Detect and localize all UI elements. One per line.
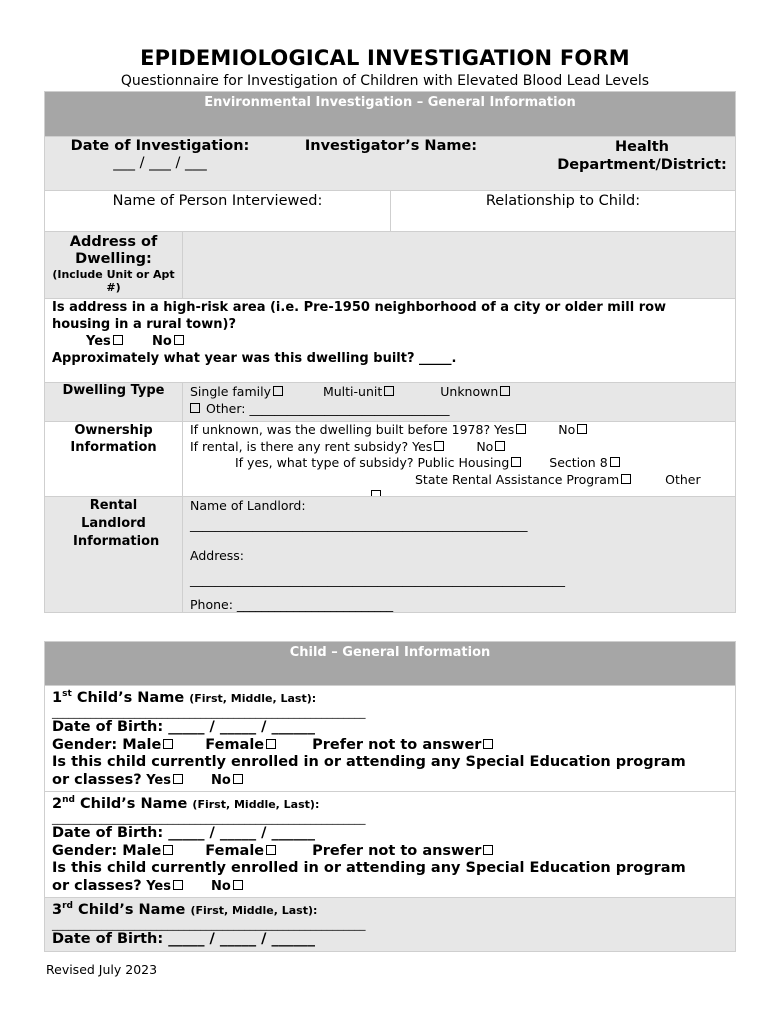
address-input-cell[interactable] — [183, 232, 735, 298]
high-risk-yes-label: Yes — [86, 334, 111, 349]
child-table — [44, 641, 736, 952]
child-1-dob[interactable]: Date of Birth: _____ / _____ / ______ — [52, 719, 316, 736]
child-1-male-checkbox[interactable] — [163, 739, 173, 749]
dwelling-unknown-checkbox[interactable] — [500, 386, 510, 396]
child-2-classes: or classes? Yes No — [52, 878, 732, 896]
child-1-block — [45, 685, 735, 791]
built-before-1978-label: If unknown, was the dwelling built before 1978? Yes — [190, 422, 515, 437]
high-risk-answers — [52, 333, 727, 350]
dwelling-single-label: Single family — [190, 384, 271, 399]
child-1-gender: Gender: Male Female Prefer not to answer — [52, 737, 732, 755]
revised-date: Revised July 2023 — [46, 962, 158, 977]
subsidy-other-label: Other — [665, 471, 701, 487]
dwelling-type-options — [190, 383, 730, 421]
child-1-name-field[interactable]: _________________________________________________________ — [52, 706, 366, 720]
address-note: (Include Unit or Apt #) — [52, 268, 175, 294]
rent-subsidy-no-label: No — [476, 438, 494, 454]
public-housing-checkbox[interactable] — [511, 457, 521, 467]
state-rental-label: State Rental Assistance Program — [415, 471, 620, 487]
child-1-special-ed: Is this child currently enrolled in or attending any Special Education program — [52, 754, 686, 771]
child-2-yes-checkbox[interactable] — [173, 880, 183, 890]
interview-row — [45, 190, 735, 231]
investigator-name-label: Investigator’s Name: — [304, 138, 478, 154]
dwelling-multi-checkbox[interactable] — [384, 386, 394, 396]
high-risk-cell — [52, 299, 727, 382]
child-3-name-field[interactable]: _________________________________________________________ — [52, 918, 366, 932]
child-1-yes-checkbox[interactable] — [173, 774, 183, 784]
child-2-no-checkbox[interactable] — [233, 880, 243, 890]
environmental-section-header: Environmental Investigation – General Information — [45, 92, 735, 136]
year-built-question[interactable]: Approximately what year was this dwelling built? _____. — [52, 351, 457, 366]
child-3-block — [45, 897, 735, 951]
child-2-dob[interactable]: Date of Birth: _____ / _____ / ______ — [52, 825, 316, 842]
child-3-name-label: 3rd Child’s Name (First, Middle, Last): — [52, 901, 318, 918]
landlord-row — [45, 496, 735, 612]
child-1-no-checkbox[interactable] — [233, 774, 243, 784]
dwelling-type-label: Dwelling Type — [45, 383, 183, 421]
form-title: EPIDEMIOLOGICAL INVESTIGATION FORM — [140, 46, 630, 70]
dwelling-single-checkbox[interactable] — [273, 386, 283, 396]
child-2-prefer-checkbox[interactable] — [483, 845, 493, 855]
child-2-name-label: 2nd Child’s Name (First, Middle, Last): — [52, 795, 320, 812]
relationship-label: Relationship to Child: — [485, 193, 641, 209]
child-1-classes: or classes? Yes No — [52, 772, 732, 790]
landlord-label: Rental Landlord Information — [45, 497, 183, 612]
environmental-table — [44, 91, 736, 613]
child-2-male-checkbox[interactable] — [163, 845, 173, 855]
landlord-phone-field[interactable]: Phone: _________________________ — [190, 597, 394, 612]
rent-subsidy-yes-checkbox[interactable] — [434, 441, 444, 451]
date-of-investigation-label: Date of Investigation: — [70, 138, 250, 154]
landlord-name-label: Name of Landlord: — [190, 498, 306, 513]
date-of-investigation-blank: ___ / ___ / ___ — [113, 155, 207, 171]
child-1-name-label: 1st Child’s Name (First, Middle, Last): — [52, 689, 317, 706]
dwelling-multi-label: Multi-unit — [322, 384, 383, 399]
high-risk-no-checkbox[interactable] — [174, 335, 184, 345]
investigator-name-cell[interactable] — [275, 137, 507, 190]
child-section-header: Child – General Information — [45, 642, 735, 685]
address-label: Address of Dwelling: — [69, 234, 158, 267]
dwelling-other-label[interactable]: Other: ________________________________ — [205, 401, 450, 416]
landlord-address-label: Address: — [190, 548, 244, 563]
child-3-content — [52, 898, 732, 951]
landlord-address-field[interactable]: ____________________________________________________________ — [190, 572, 565, 587]
address-label-cell — [45, 232, 183, 298]
health-department-label: Health Department/District: — [557, 139, 727, 173]
landlord-fields — [190, 497, 735, 612]
ownership-label: Ownership Information — [45, 422, 183, 496]
ownership-row — [45, 421, 735, 496]
date-of-investigation-cell[interactable] — [45, 137, 275, 190]
child-1-prefer-checkbox[interactable] — [483, 739, 493, 749]
form-subtitle: Questionnaire for Investigation of Children with Elevated Blood Lead Levels — [120, 73, 650, 89]
child-3-dob[interactable]: Date of Birth: _____ / _____ / ______ — [52, 931, 316, 948]
address-row — [45, 231, 735, 298]
built-before-1978-yes-checkbox[interactable] — [516, 424, 526, 434]
relationship-cell[interactable] — [391, 191, 735, 231]
child-2-gender: Gender: Male Female Prefer not to answer — [52, 843, 732, 861]
child-1-content — [52, 686, 732, 791]
person-interviewed-cell[interactable] — [45, 191, 391, 231]
high-risk-question: Is address in a high-risk area (i.e. Pre-1950 neighborhood of a city or older mill row housing in a rural town)? — [52, 300, 667, 332]
high-risk-row — [45, 298, 735, 382]
child-1-female-checkbox[interactable] — [266, 739, 276, 749]
section8-checkbox[interactable] — [610, 457, 620, 467]
child-2-block — [45, 791, 735, 897]
landlord-name-field[interactable]: ______________________________________________________ — [190, 517, 528, 532]
state-rental-checkbox[interactable] — [621, 474, 631, 484]
high-risk-yes-checkbox[interactable] — [113, 335, 123, 345]
subsidy-type-label: If yes, what type of subsidy? Public Housing — [235, 455, 510, 470]
investigation-row — [45, 136, 735, 190]
dwelling-other-checkbox[interactable] — [190, 403, 200, 413]
child-2-female-checkbox[interactable] — [266, 845, 276, 855]
section8-label: Section 8 — [549, 455, 608, 470]
dwelling-type-row — [45, 382, 735, 421]
person-interviewed-label: Name of Person Interviewed: — [112, 193, 323, 209]
rent-subsidy-label: If rental, is there any rent subsidy? Yes — [190, 438, 433, 454]
child-2-special-ed: Is this child currently enrolled in or attending any Special Education program — [52, 860, 686, 877]
built-before-1978-no-checkbox[interactable] — [577, 424, 587, 434]
dwelling-unknown-label: Unknown — [440, 384, 499, 399]
high-risk-no-label: No — [151, 334, 172, 349]
health-department-cell[interactable] — [507, 137, 735, 190]
rent-subsidy-no-checkbox[interactable] — [495, 441, 505, 451]
ownership-options — [190, 422, 735, 496]
built-before-1978-no-label: No — [558, 422, 576, 437]
child-2-content — [52, 792, 732, 897]
child-2-name-field[interactable]: _________________________________________________________ — [52, 812, 366, 826]
